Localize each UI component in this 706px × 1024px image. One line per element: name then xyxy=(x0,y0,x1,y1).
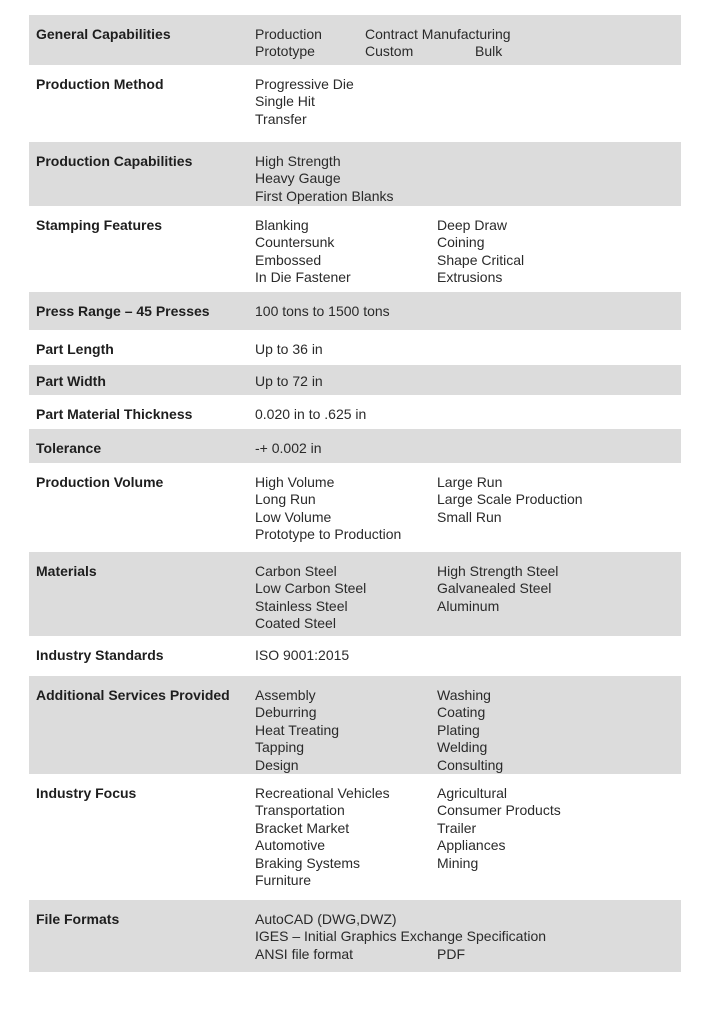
value-item xyxy=(437,928,465,945)
value-item: Mining xyxy=(437,854,479,871)
value-item: High Strength Steel xyxy=(437,563,559,579)
value-item: Low Carbon Steel xyxy=(255,580,367,597)
value-item: Progressive Die xyxy=(255,76,354,92)
values-col-1 xyxy=(255,687,339,774)
value-item: PDF xyxy=(437,945,465,962)
value-item: Extrusions xyxy=(437,269,503,286)
value-item: First Operation Blanks xyxy=(255,187,394,204)
row-label: File Formats xyxy=(36,911,120,927)
value-item: High Strength xyxy=(255,153,341,169)
value-item: Design xyxy=(255,756,299,773)
value-item: Transfer xyxy=(255,110,307,127)
row-label: Additional Services Provided xyxy=(36,687,230,703)
values-col-2 xyxy=(437,474,583,526)
row-label: Industry Standards xyxy=(36,647,164,663)
value-item: Small Run xyxy=(437,508,502,525)
value-item: Galvanealed Steel xyxy=(437,580,552,597)
values-col-1 xyxy=(255,153,394,205)
values-col-1 xyxy=(255,406,366,423)
value-item: Large Scale Production xyxy=(437,491,583,508)
value-item: In Die Fastener xyxy=(255,269,351,286)
value-item: Low Volume xyxy=(255,508,332,525)
values-col-1 xyxy=(255,647,349,664)
row-production-volume xyxy=(29,463,681,552)
row-label: Production Method xyxy=(36,76,164,92)
value-item: ISO 9001:2015 xyxy=(255,647,350,663)
row-label: Part Material Thickness xyxy=(36,406,193,422)
value-item: Custom xyxy=(365,43,414,60)
capabilities-table xyxy=(29,15,681,972)
values-col-2 xyxy=(437,563,558,615)
value-item: Production xyxy=(255,26,322,42)
row-file-formats xyxy=(29,900,681,972)
value-item: Up to 72 in xyxy=(255,373,323,389)
value-item: Embossed xyxy=(255,251,322,268)
values-col-1 xyxy=(255,303,390,320)
value-item: 0.020 in to .625 in xyxy=(255,406,367,422)
value-item: Shape Critical xyxy=(437,251,525,268)
values-col-2 xyxy=(437,217,524,287)
values-col-1 xyxy=(255,26,322,61)
row-label: Press Range – 45 Presses xyxy=(36,303,210,319)
values-col-2 xyxy=(437,911,465,963)
value-item: Furniture xyxy=(255,872,312,889)
value-item: Tapping xyxy=(255,739,305,756)
value-item: Assembly xyxy=(255,687,316,703)
value-item: Bracket Market xyxy=(255,819,350,836)
values-col-1 xyxy=(255,373,323,390)
row-part-width xyxy=(29,365,681,395)
value-item: Blanking xyxy=(255,217,309,233)
values-col-1 xyxy=(255,217,351,287)
row-materials xyxy=(29,552,681,636)
row-label: Part Length xyxy=(36,341,114,357)
value-item: Up to 36 in xyxy=(255,341,323,357)
value-item: Coating xyxy=(437,704,486,721)
value-item: Heat Treating xyxy=(255,721,340,738)
value-item xyxy=(437,911,465,928)
value-item: Consulting xyxy=(437,756,504,773)
values-col-1 xyxy=(255,474,401,544)
row-stamping-features xyxy=(29,206,681,292)
value-item: Welding xyxy=(437,739,488,756)
value-item: Heavy Gauge xyxy=(255,170,341,187)
row-production-capabilities xyxy=(29,142,681,206)
row-tolerance xyxy=(29,429,681,463)
row-part-length xyxy=(29,330,681,365)
row-production-method xyxy=(29,65,681,142)
value-item: Washing xyxy=(437,687,491,703)
row-label: Part Width xyxy=(36,373,106,389)
row-label: Industry Focus xyxy=(36,785,137,801)
value-item: Braking Systems xyxy=(255,854,361,871)
values-col-1 xyxy=(255,440,322,457)
values-col-1 xyxy=(255,563,366,633)
value-item: Plating xyxy=(437,721,480,738)
value-item: 100 tons to 1500 tons xyxy=(255,303,390,319)
value-item: Single Hit xyxy=(255,93,315,110)
row-label: Tolerance xyxy=(36,440,102,456)
row-label: Stamping Features xyxy=(36,217,163,233)
value-item: Coated Steel xyxy=(255,615,336,632)
row-industry-focus xyxy=(29,774,681,900)
row-label: Materials xyxy=(36,563,97,579)
value-item: Consumer Products xyxy=(437,802,561,819)
values-col-1 xyxy=(255,76,354,128)
value-item: ANSI file format xyxy=(255,945,354,962)
value-item: Trailer xyxy=(437,819,477,836)
value-item: Transportation xyxy=(255,802,345,819)
value-item: Large Run xyxy=(437,474,503,490)
value-item: Countersunk xyxy=(255,234,335,251)
row-industry-standards xyxy=(29,636,681,676)
value-item: Contract Manufacturing xyxy=(365,26,511,42)
value-item: Deep Draw xyxy=(437,217,508,233)
value-item: Automotive xyxy=(255,837,326,854)
value-item: Stainless Steel xyxy=(255,597,348,614)
value-item: -+ 0.002 in xyxy=(255,440,322,456)
value-item: High Volume xyxy=(255,474,335,490)
value-item: Agricultural xyxy=(437,785,508,801)
value-item: Bulk xyxy=(475,43,503,60)
values-col-2 xyxy=(437,687,503,774)
row-general-capabilities xyxy=(29,15,681,65)
row-part-material-thickness xyxy=(29,395,681,429)
values-col-1 xyxy=(255,911,546,963)
value-item: Long Run xyxy=(255,491,316,508)
values-col-2 xyxy=(437,785,561,872)
value-item: Prototype to Production xyxy=(255,526,402,543)
value-item: Coining xyxy=(437,234,485,251)
row-label: General Capabilities xyxy=(36,26,171,42)
value-item: Carbon Steel xyxy=(255,563,337,579)
values-col-1 xyxy=(255,785,390,889)
value-item: Recreational Vehicles xyxy=(255,785,390,801)
row-additional-services xyxy=(29,676,681,774)
value-item: Prototype xyxy=(255,43,315,60)
value-item: Aluminum xyxy=(437,597,500,614)
value-item: IGES – Initial Graphics Exchange Specification xyxy=(255,928,547,945)
values-col-1 xyxy=(255,341,323,358)
value-item: Appliances xyxy=(437,837,506,854)
row-label: Production Capabilities xyxy=(36,153,193,169)
row-label: Production Volume xyxy=(36,474,164,490)
row-press-range xyxy=(29,292,681,330)
value-item: Deburring xyxy=(255,704,317,721)
value-item: AutoCAD (DWG,DWZ) xyxy=(255,911,397,927)
